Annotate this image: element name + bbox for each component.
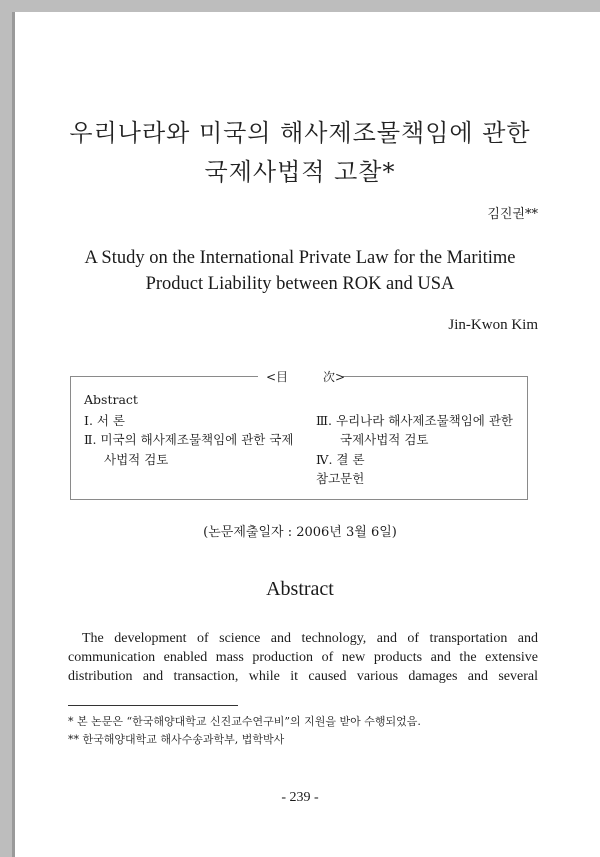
page-number: - 239 -: [281, 790, 319, 805]
author-korean: 김진권**: [487, 207, 538, 222]
toc-item-chapter-2: Ⅱ. 미국의 해사제조물책임에 관한 국제: [84, 432, 294, 447]
english-title-line-2: Product Liability between ROK and USA: [145, 274, 455, 294]
korean-title-line-2: 국제사법적 고찰*: [204, 158, 396, 186]
english-title-line-1: A Study on the International Private Law for the Maritime: [84, 248, 516, 268]
footnote-rule: [68, 705, 238, 706]
footnote-2: ** 한국해양대학교 해사수송과학부, 법학박사: [68, 733, 285, 746]
toc-item-introduction: Ⅰ. 서 론: [84, 413, 126, 428]
abstract-line-1: The development of science and technology, and of transportation and: [82, 631, 538, 646]
toc-top-rule-left: [70, 376, 258, 377]
toc-top-rule-right: [343, 376, 528, 377]
abstract-line-3: distribution and transaction, while it caused various damages and several: [68, 669, 538, 684]
abstract-heading: Abstract: [266, 578, 334, 600]
scan-border-top: [0, 0, 600, 12]
toc-item-abstract: Abstract: [84, 392, 138, 407]
toc-heading-right: 次>: [323, 370, 346, 384]
korean-title-line-1: 우리나라와 미국의 해사제조물책임에 관한: [69, 119, 531, 147]
toc-item-conclusion: Ⅳ. 결 론: [316, 452, 365, 467]
toc-heading-left: <目: [266, 370, 289, 384]
toc-item-chapter-2-cont: 사법적 검토: [104, 452, 169, 467]
toc-item-chapter-3: Ⅲ. 우리나라 해사제조물책임에 관한: [316, 413, 513, 428]
author-english: Jin-Kwon Kim: [448, 317, 538, 333]
toc-item-references: 참고문헌: [316, 471, 365, 486]
abstract-line-2: communication enabled mass production of new products and the extensive: [68, 650, 538, 665]
submission-date: (논문제출일자 : 2006년 3월 6일): [203, 525, 397, 540]
toc-item-chapter-3-cont: 국제사법적 검토: [340, 432, 429, 447]
footnote-1: * 본 논문은 “한국해양대학교 신진교수연구비”의 지원을 받아 수행되었음.: [68, 715, 421, 728]
